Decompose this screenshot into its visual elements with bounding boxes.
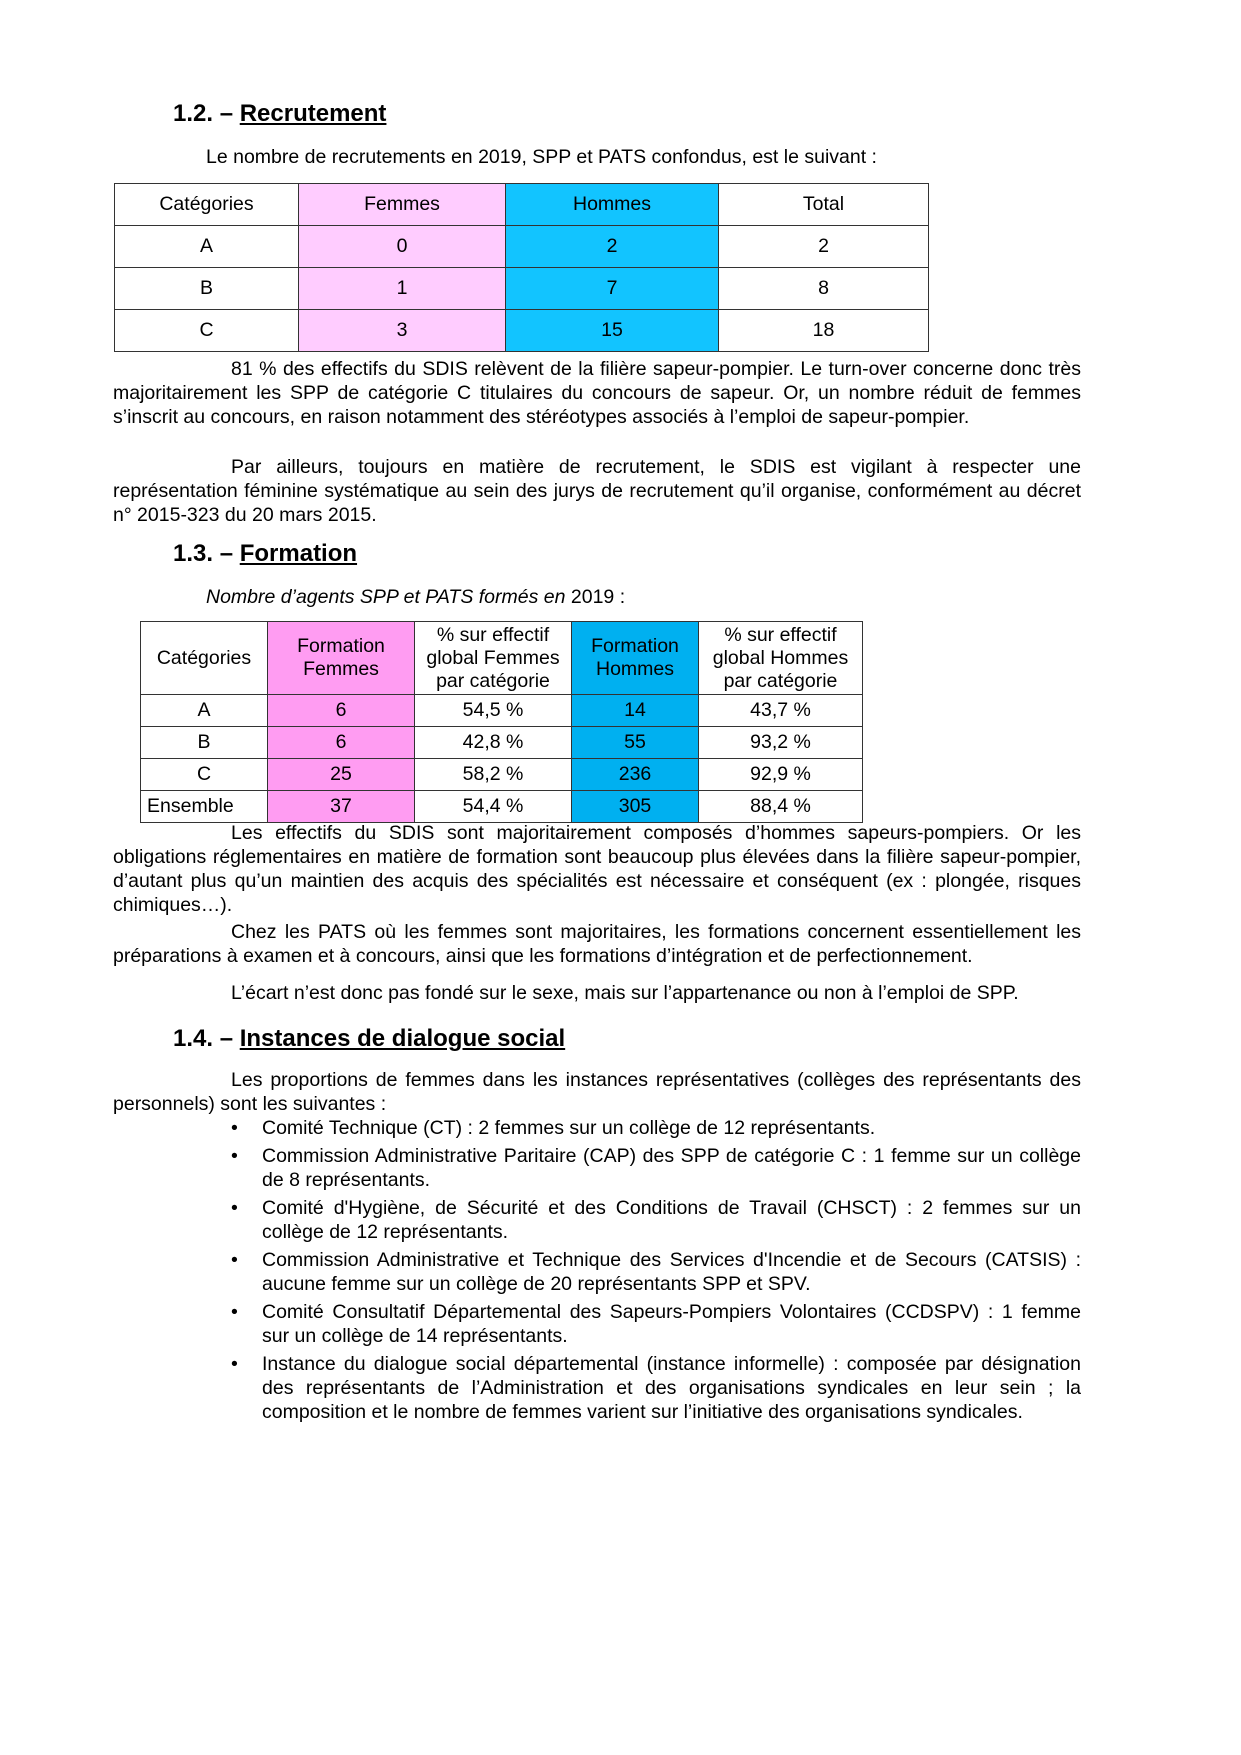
formation-paragraph-3: L’écart n’est donc pas fondé sur le sexe, mais sur l’appartenance ou non à l’emploi de SPP. — [231, 982, 1019, 1004]
table-row — [115, 310, 929, 352]
header-categories: Catégories — [115, 184, 299, 226]
header-formation-femmes: Formation Femmes — [268, 622, 415, 695]
cell: 236 — [572, 759, 699, 791]
bullet-icon: • — [231, 1301, 238, 1323]
list-item: • Commission Administrative Paritaire (CAP) des SPP de catégorie C : 1 femme sur un collège de 8 représentants. — [231, 1145, 1081, 1191]
cell: B — [141, 727, 268, 759]
header-formation-hommes: Formation Hommes — [572, 622, 699, 695]
recrutement-table — [114, 183, 929, 352]
cell: 2 — [506, 226, 719, 268]
list-item: • Instance du dialogue social départemental (instance informelle) : composée par désignation des représentants de l’Administration et des organisations syndicales en leur sein ; la composition et le nombre de femmes varient sur l’initiative des organisations syndicales. — [231, 1353, 1081, 1423]
header-pct-hommes: % sur effectif global Hommes par catégorie — [699, 622, 863, 695]
table-row — [141, 727, 863, 759]
cell: C — [141, 759, 268, 791]
list-item: • Comité Consultatif Départemental des Sapeurs-Pompiers Volontaires (CCDSPV) : 1 femme sur un collège de 14 représentants. — [231, 1301, 1081, 1347]
cell: 6 — [268, 695, 415, 727]
recrutement-paragraph-1: 81 % des effectifs du SDIS relèvent de la filière sapeur-pompier. Le turn-over concerne donc très majoritairement les SPP de catégorie C titulaires du concours de sapeur. Or, un nombre réduit de femmes s’inscrit au concours, en raison notamment des stéréotypes associés à l’emploi de sapeur-pompier. — [113, 358, 1081, 428]
header-pct-femmes: % sur effectif global Femmes par catégorie — [415, 622, 572, 695]
bullet-icon: • — [231, 1117, 238, 1139]
cell: 2 — [719, 226, 929, 268]
cell: 93,2 % — [699, 727, 863, 759]
formation-paragraph-1: Les effectifs du SDIS sont majoritairement composés d’hommes sapeurs-pompiers. Or les obligations réglementaires en matière de formation sont beaucoup plus élevées dans la filière sapeur-pompier, d’autant plus qu’un maintien des acquis des spécialités est nécessaire et conséquent (ex : plongée, risques chimiques…). — [113, 822, 1081, 916]
list-item: • Comité d'Hygiène, de Sécurité et des Conditions de Travail (CHSCT) : 2 femmes sur un collège de 12 représentants. — [231, 1197, 1081, 1243]
table-row — [115, 226, 929, 268]
table-header-row — [141, 622, 863, 695]
cell: 18 — [719, 310, 929, 352]
header-femmes: Femmes — [299, 184, 506, 226]
cell: A — [141, 695, 268, 727]
formation-table — [140, 621, 863, 823]
cell: 3 — [299, 310, 506, 352]
header-total: Total — [719, 184, 929, 226]
table-row — [141, 759, 863, 791]
cell: 54,5 % — [415, 695, 572, 727]
instances-list — [231, 1116, 1081, 1428]
section-heading-recrutement: 1.2. – Recrutement — [173, 100, 387, 127]
list-item: • Commission Administrative et Technique des Services d'Incendie et de Secours (CATSIS) : aucune femme sur un collège de 20 représentants SPP et SPV. — [231, 1249, 1081, 1295]
dialogue-intro: Les proportions de femmes dans les instances représentatives (collèges des représentants des personnels) sont les suivantes : — [113, 1069, 1081, 1115]
header-hommes: Hommes — [506, 184, 719, 226]
recrutement-intro: Le nombre de recrutements en 2019, SPP et PATS confondus, est le suivant : — [206, 146, 877, 168]
cell: C — [115, 310, 299, 352]
cell: 14 — [572, 695, 699, 727]
formation-intro: Nombre d’agents SPP et PATS formés en 2019 : — [206, 586, 626, 608]
header-categories: Catégories — [141, 622, 268, 695]
cell: 92,9 % — [699, 759, 863, 791]
bullet-icon: • — [231, 1145, 238, 1167]
cell: 55 — [572, 727, 699, 759]
bullet-icon: • — [231, 1197, 238, 1219]
cell: 43,7 % — [699, 695, 863, 727]
table-row — [141, 695, 863, 727]
formation-paragraph-2: Chez les PATS où les femmes sont majoritaires, les formations concernent essentiellement les préparations à examen et à concours, ainsi que les formations d’intégration et de perfectionnement. — [113, 921, 1081, 967]
cell: 7 — [506, 268, 719, 310]
bullet-icon: • — [231, 1353, 238, 1375]
cell: 0 — [299, 226, 506, 268]
cell: 305 — [572, 791, 699, 823]
cell: 54,4 % — [415, 791, 572, 823]
cell: 8 — [719, 268, 929, 310]
list-item: • Comité Technique (CT) : 2 femmes sur un collège de 12 représentants. — [231, 1117, 876, 1139]
cell: 6 — [268, 727, 415, 759]
cell: 1 — [299, 268, 506, 310]
table-row — [115, 268, 929, 310]
cell: 58,2 % — [415, 759, 572, 791]
table-header-row — [115, 184, 929, 226]
cell: 88,4 % — [699, 791, 863, 823]
section-heading-formation: 1.3. – Formation — [173, 540, 358, 567]
section-heading-dialogue: 1.4. – Instances de dialogue social — [173, 1025, 566, 1052]
cell: 37 — [268, 791, 415, 823]
table-row — [141, 791, 863, 823]
cell: 15 — [506, 310, 719, 352]
cell: B — [115, 268, 299, 310]
cell: 25 — [268, 759, 415, 791]
bullet-icon: • — [231, 1249, 238, 1271]
cell: Ensemble — [141, 791, 268, 823]
cell: 42,8 % — [415, 727, 572, 759]
cell: A — [115, 226, 299, 268]
recrutement-paragraph-2: Par ailleurs, toujours en matière de recrutement, le SDIS est vigilant à respecter une représentation féminine systématique au sein des jurys de recrutement qu’il organise, conformément au décret n° 2015-323 du 20 mars 2015. — [113, 456, 1081, 526]
